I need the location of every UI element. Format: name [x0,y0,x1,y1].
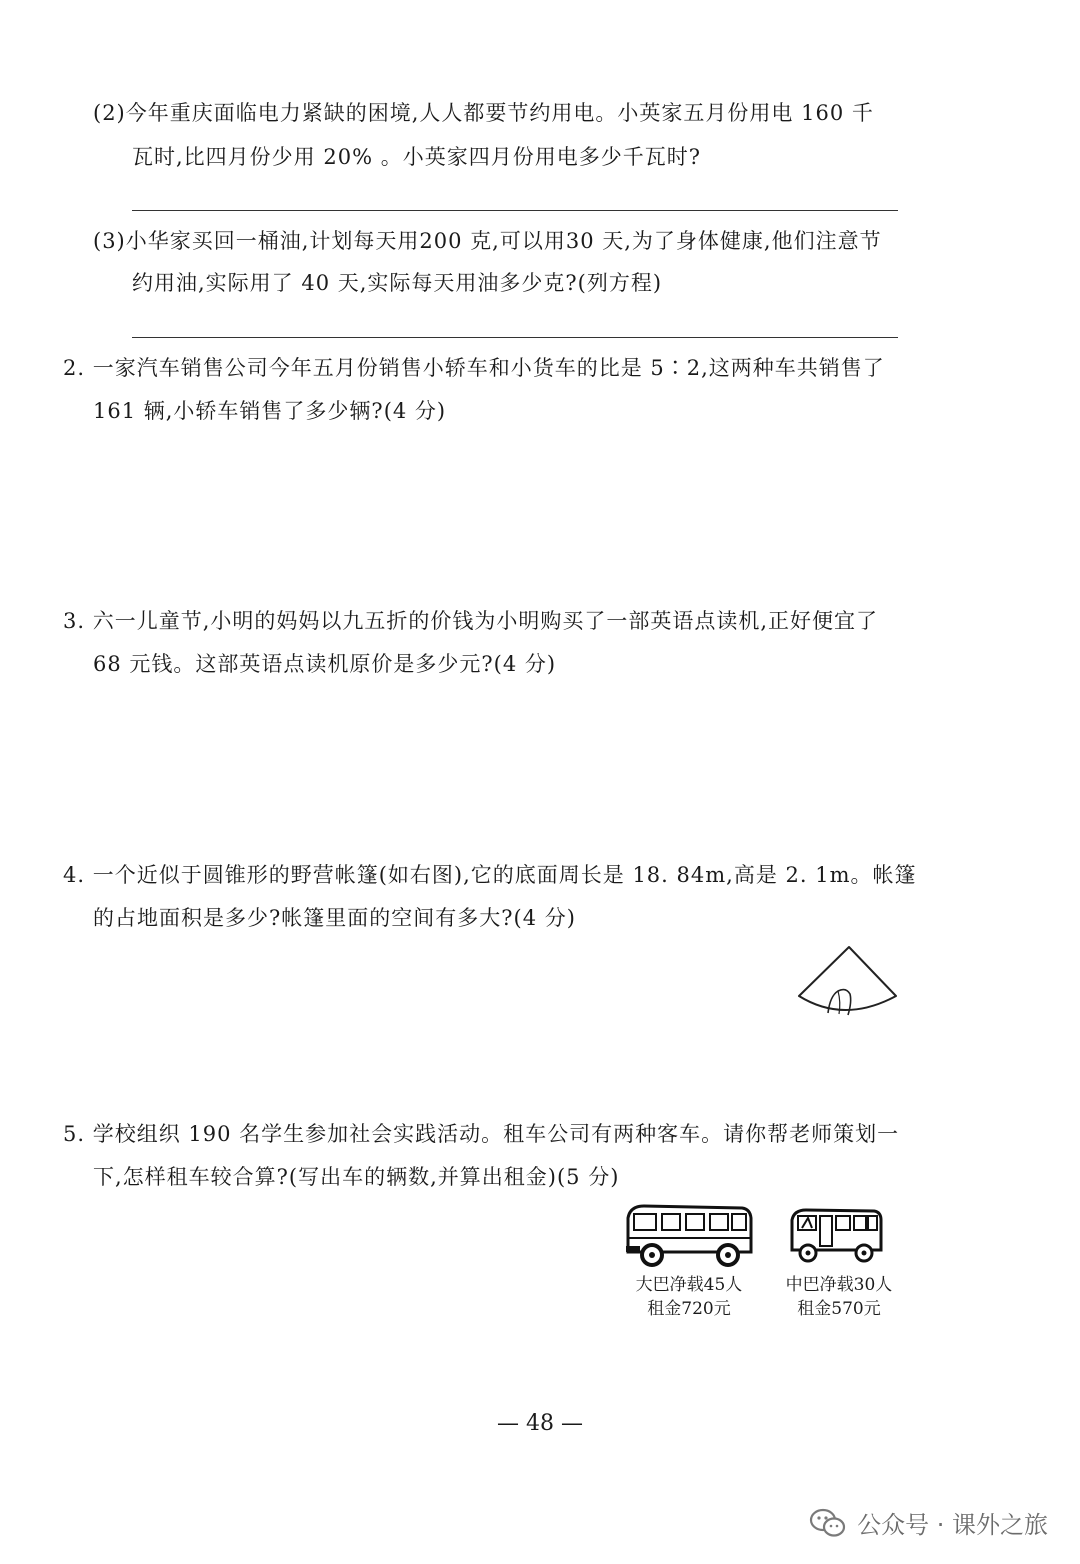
mid-bus-rent: 租金570元 [797,1299,881,1319]
page-number: — 48 — [497,1411,583,1436]
q1-3-line1: (3)小华家买回一桶油,计划每天用200 克,可以用30 天,为了身体健康,他们注意节 [93,229,882,253]
big-bus-capacity: 大巴净载45人 [635,1275,743,1295]
q2-line1: 2. 一家汽车销售公司今年五月份销售小轿车和小货车的比是 5∶2,这两种车共销售了 [63,356,885,380]
answer-line [132,337,898,338]
q5-line1: 5. 学校组织 190 名学生参加社会实践活动。租车公司有两种客车。请你帮老师策划一 [63,1122,900,1146]
mid-bus-capacity: 中巴净载30人 [785,1275,893,1295]
watermark [809,1505,1048,1540]
q1-3-line2: 约用油,实际用了 40 天,实际每天用油多少克?(列方程) [132,271,663,295]
wechat-icon [809,1507,847,1539]
answer-line [132,210,898,211]
mid-bus-image [788,1206,884,1264]
q5-line2: 下,怎样租车较合算?(写出车的辆数,并算出租金)(5 分) [93,1165,620,1189]
tent-figure [794,944,902,1022]
q4-line2: 的占地面积是多少?帐篷里面的空间有多大?(4 分) [93,906,576,930]
q2-line2: 161 辆,小轿车销售了多少辆?(4 分) [93,399,447,423]
q1-2-line1: (2)今年重庆面临电力紧缺的困境,人人都要节约用电。小英家五月份用电 160 千 [93,101,874,125]
big-bus-image [620,1200,755,1272]
q1-2-line2: 瓦时,比四月份少用 20% 。小英家四月份用电多少千瓦时? [132,145,701,169]
q3-line1: 3. 六一儿童节,小明的妈妈以九五折的价钱为小明购买了一部英语点读机,正好便宜了 [63,609,879,633]
watermark-text: 公众号 · 课外之旅 [857,1511,1048,1539]
q4-line1: 4. 一个近似于圆锥形的野营帐篷(如右图),它的底面周长是 18. 84m,高是 2. 1m。帐篷 [63,863,917,887]
q3-line2: 68 元钱。这部英语点读机原价是多少元?(4 分) [93,652,557,676]
big-bus-rent: 租金720元 [647,1299,731,1319]
